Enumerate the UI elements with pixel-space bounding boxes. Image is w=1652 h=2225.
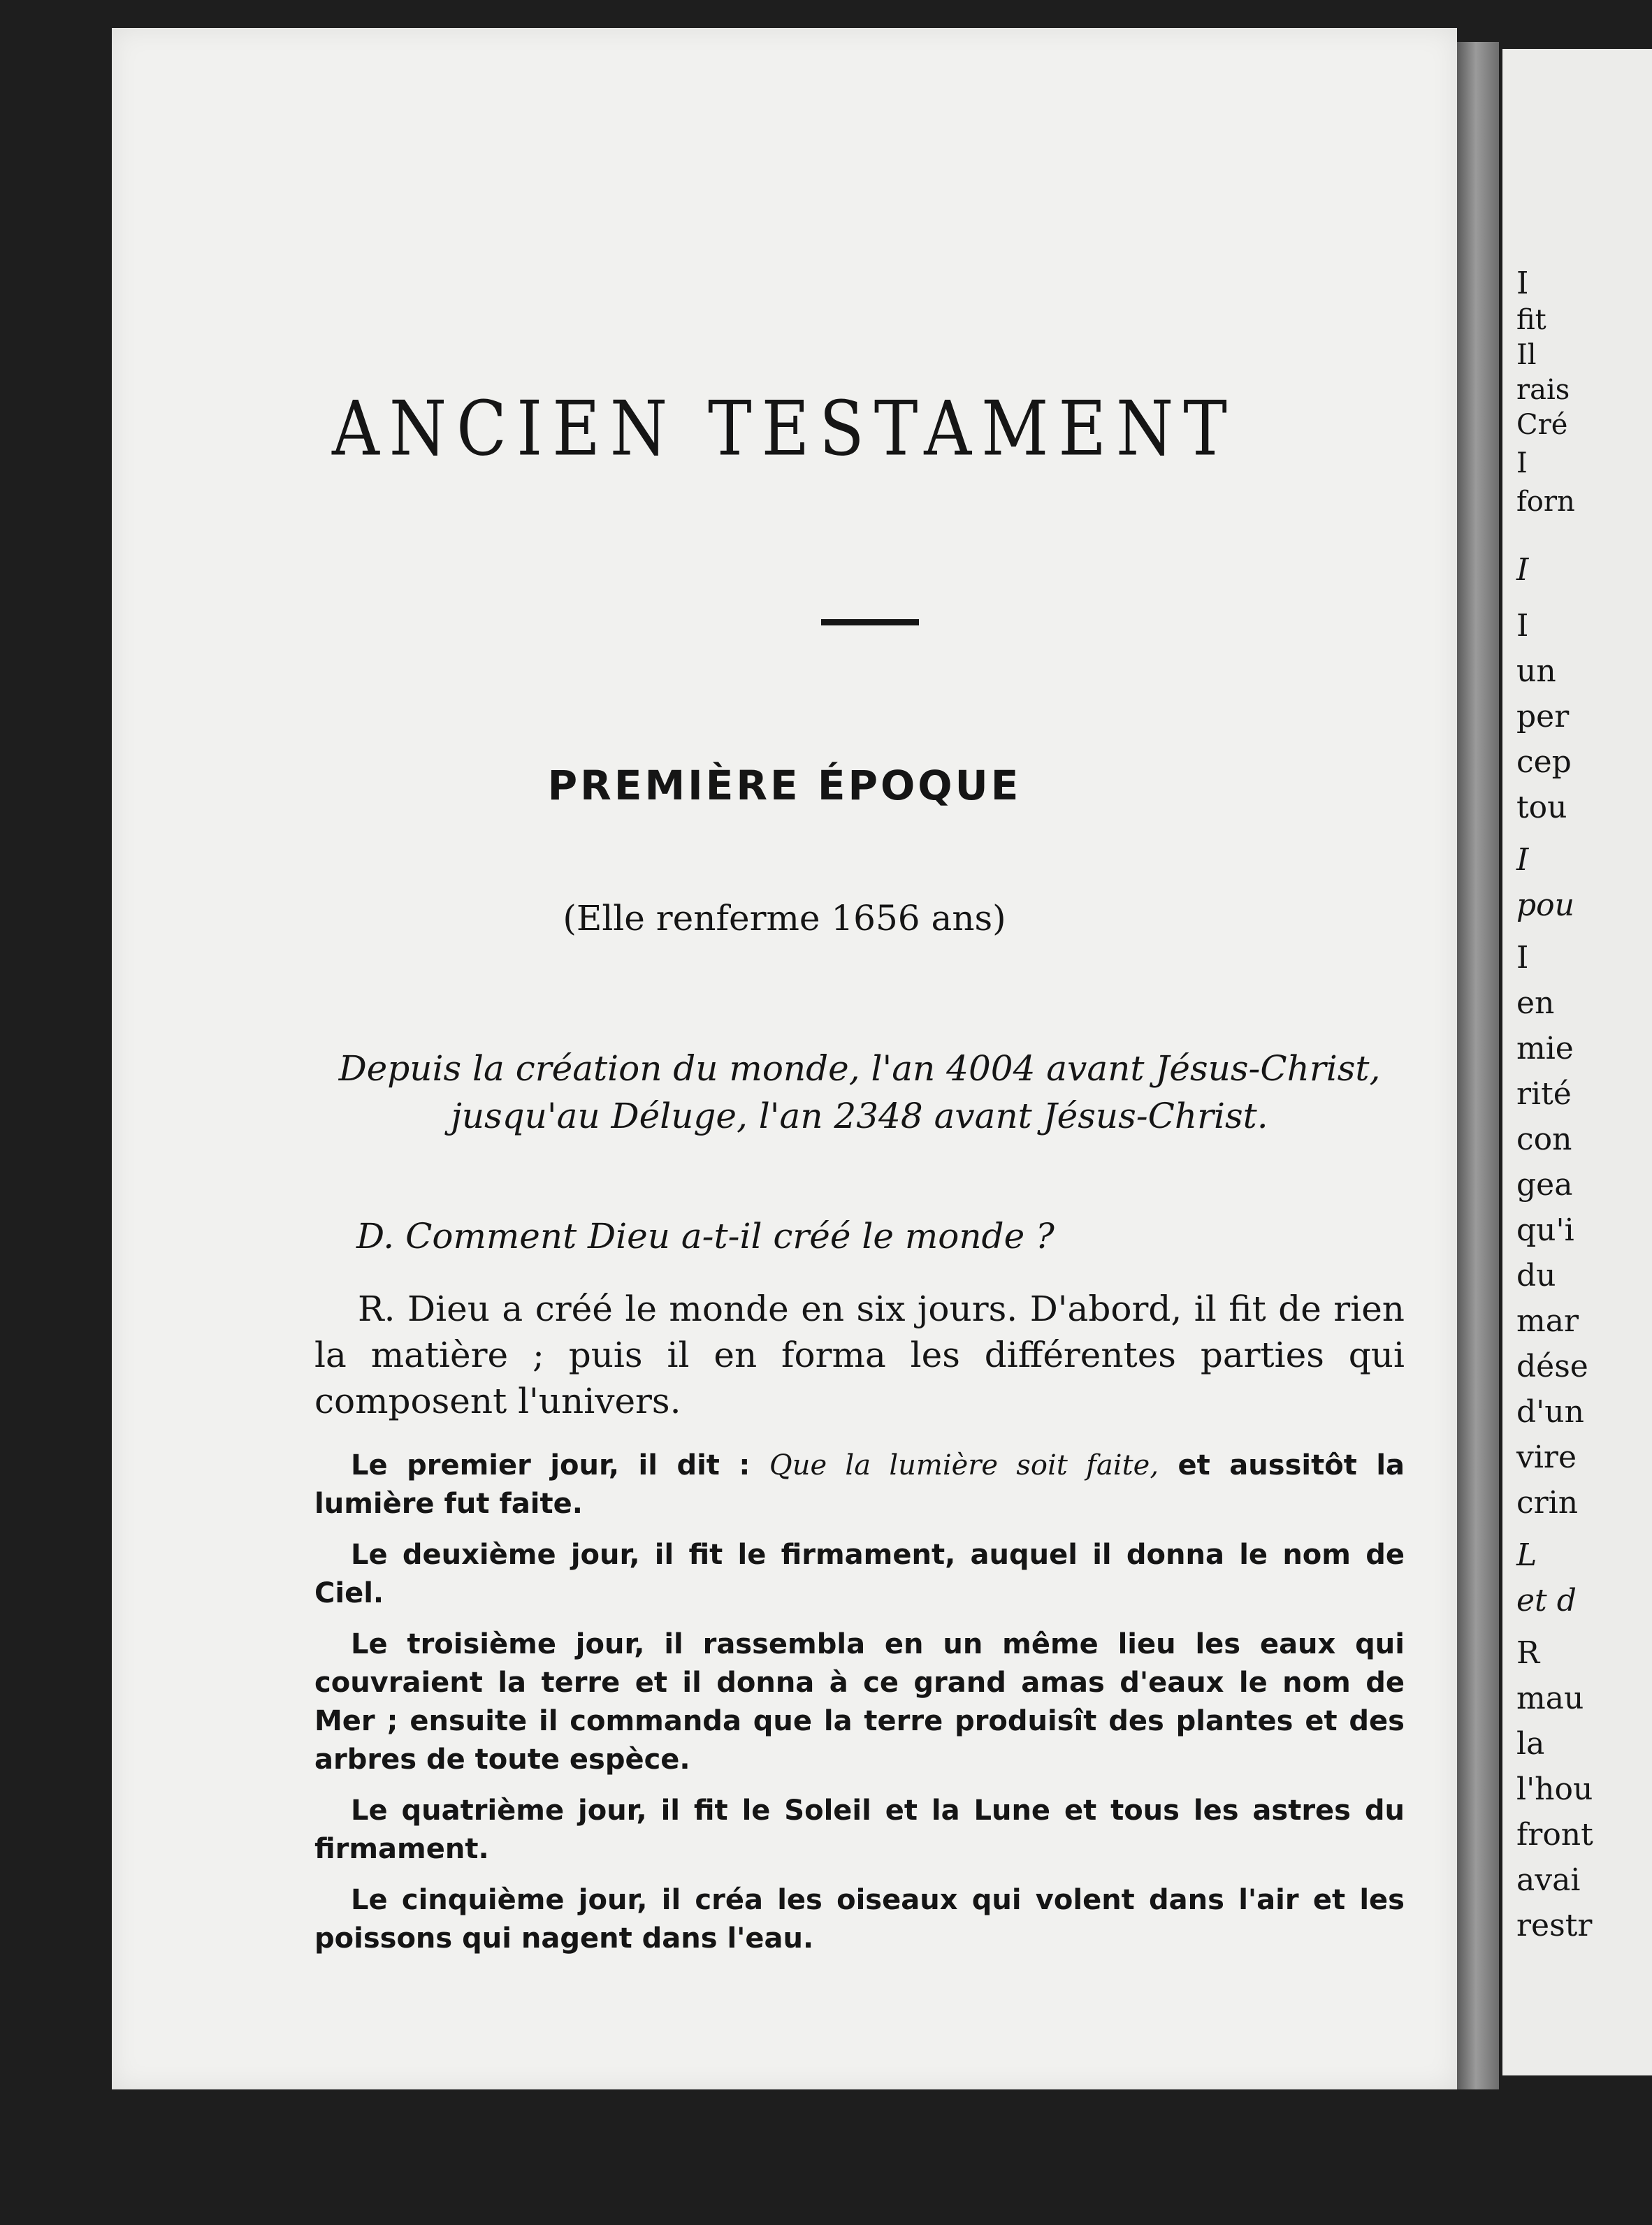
right-fragment: avai [1516, 1862, 1581, 1898]
right-fragment: rité [1516, 1076, 1572, 1112]
right-fragment: con [1516, 1122, 1572, 1157]
day-paragraph-5 [314, 1881, 1405, 1958]
right-fragment: forn [1516, 486, 1575, 518]
right-fragment: mie [1516, 1031, 1574, 1066]
right-fragment: et d [1516, 1583, 1577, 1618]
left-page [112, 28, 1457, 2089]
day-paragraph-4 [314, 1792, 1405, 1869]
date-range-line-2: jusqu'au Déluge, l'an 2348 avant Jésus-Christ. [451, 1096, 1268, 1136]
right-fragment: mau [1516, 1681, 1584, 1716]
right-fragment: Cré [1516, 409, 1568, 441]
right-fragment: front [1516, 1817, 1593, 1853]
day-paragraph-1 [314, 1447, 1405, 1523]
title-divider [821, 619, 919, 625]
right-fragment: I [1516, 266, 1529, 301]
catechism-question: D. Comment Dieu a-t-il créé le monde ? [356, 1216, 1055, 1256]
day-paragraph-2 [314, 1536, 1405, 1613]
right-fragment: I [1516, 447, 1528, 479]
right-fragment: I [1516, 552, 1529, 588]
right-fragment: crin [1516, 1485, 1579, 1521]
right-fragment: d'un [1516, 1394, 1584, 1430]
right-fragment: qu'i [1516, 1212, 1574, 1248]
right-fragment: Il [1516, 339, 1537, 371]
right-fragment: dése [1516, 1349, 1588, 1384]
day-text: Le cinquième jour, il créa les oiseaux qui volent dans l'air et les poissons qui nagent dans l'eau. [314, 1884, 1405, 1955]
right-fragment: cep [1516, 744, 1572, 780]
date-range [314, 1045, 1405, 1140]
right-fragment: mar [1516, 1303, 1579, 1339]
day-text: Le deuxième jour, il fit le firmament, auquel il donna le nom de Ciel. [314, 1539, 1405, 1609]
right-fragment: l'hou [1516, 1771, 1593, 1807]
book-gutter [1457, 42, 1499, 2089]
right-fragment: L [1516, 1537, 1537, 1573]
right-fragment: I [1516, 608, 1529, 644]
page-title: ANCIEN TESTAMENT [332, 385, 1237, 474]
epoch-heading: PREMIÈRE ÉPOQUE [547, 762, 1022, 809]
catechism-answer: R. Dieu a créé le monde en six jours. D'abord, il fit de rien la matière ; puis il en forma les différentes parties qui composent l'univers. [314, 1289, 1405, 1421]
right-fragment: per [1516, 699, 1570, 734]
day-text: Le premier jour, il dit : [351, 1449, 769, 1481]
day-text: Le troisième jour, il rassembla en un même lieu les eaux qui couvraient la terre et il donna à ce grand amas d'eaux le nom de Mer ; ensuite il commanda que la terre produisît des plantes et des arbres de toute espèce. [314, 1628, 1405, 1776]
right-fragment: un [1516, 653, 1556, 689]
right-fragment: gea [1516, 1167, 1573, 1203]
date-range-line-1: Depuis la création du monde, l'an 4004 avant Jésus-Christ, [338, 1048, 1381, 1089]
day-text: Le quatrième jour, il fit le Soleil et la Lune et tous les astres du firmament. [314, 1795, 1405, 1865]
right-fragment: R [1516, 1635, 1540, 1671]
right-fragment: fit [1516, 304, 1546, 336]
right-fragment: rais [1516, 374, 1570, 406]
right-fragment: en [1516, 985, 1555, 1021]
right-fragment: du [1516, 1258, 1556, 1293]
right-fragment: I [1516, 842, 1529, 878]
right-page-cropped [1502, 49, 1652, 2075]
right-fragment: tou [1516, 790, 1567, 825]
creation-days-list [314, 1447, 1405, 1971]
right-fragment: I [1516, 940, 1529, 976]
right-fragment: vire [1516, 1440, 1577, 1475]
right-fragment: restr [1516, 1908, 1593, 1943]
day-paragraph-3 [314, 1625, 1405, 1779]
right-fragment: la [1516, 1726, 1545, 1762]
right-fragment: pou [1516, 887, 1574, 923]
epoch-span-note: (Elle renferme 1656 ans) [563, 898, 1006, 938]
day-text-after: et aussitôt la lumière fut faite. [314, 1449, 1405, 1520]
day-quote: Que la lumière soit faite, [769, 1449, 1159, 1481]
